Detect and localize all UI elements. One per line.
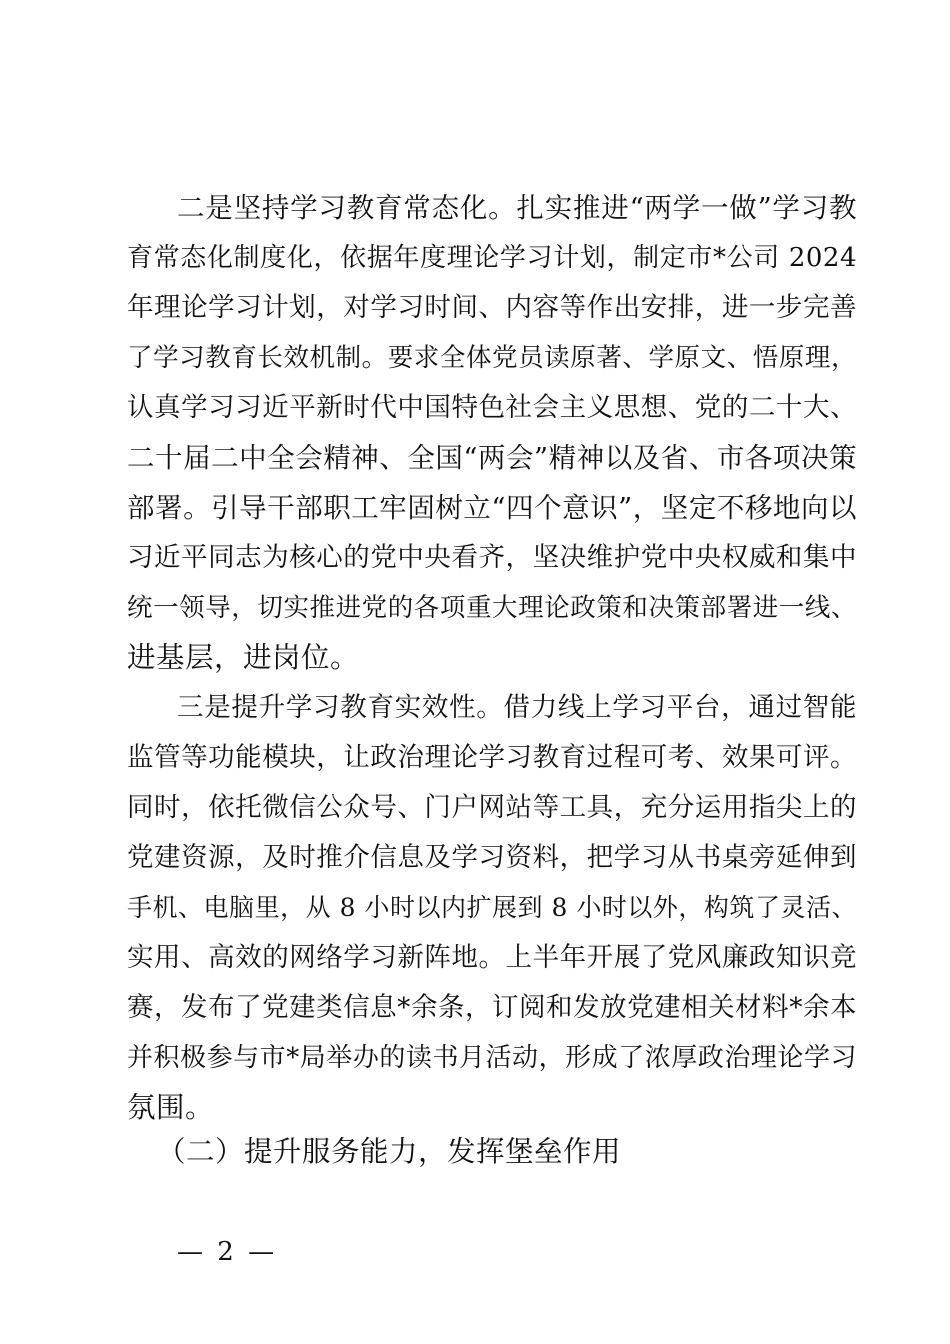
paragraph-2-line-7: 赛，发布了党建类信息*余条，订阅和发放党建相关材料*余本 (127, 992, 857, 1023)
page-number: — 2 — (177, 1237, 278, 1267)
paragraph-2-line-2: 监管等功能模块，让政治理论学习教育过程可考、效果可评。 (127, 742, 857, 773)
paragraph-1-line-6: 二十届二中全会精神、全国“两会”精神以及省、市各项决策 (127, 442, 857, 474)
paragraph-2-line-6: 实用、高效的网络学习新阵地。上半年开展了党风廉政知识竞 (127, 942, 857, 973)
paragraph-1-line-9: 统一领导，切实推进党的各项重大理论政策和决策部署进一线、 (127, 593, 857, 623)
paragraph-1-line-4: 了学习教育长效机制。要求全体党员读原著、学原文、悟原理， (127, 343, 857, 373)
paragraph-2-line-8: 并积极参与市*局举办的读书月活动，形成了浓厚政治理论学习 (127, 1043, 857, 1073)
paragraph-2-line-3: 同时，依托微信公众号、门户网站等工具，充分运用指尖上的 (127, 792, 857, 823)
paragraph-1-line-10: 进基层，进岗位。 (127, 641, 360, 674)
paragraph-1-line-5: 认真学习习近平新时代中国特色社会主义思想、党的二十大、 (127, 392, 857, 423)
paragraph-1-line-7: 部署。引导干部职工牢固树立“四个意识”，坚定不移地向以 (127, 492, 857, 524)
paragraph-2-line-1: 三是提升学习教育实效性。借力线上学习平台，通过智能 (177, 692, 857, 723)
paragraph-1-line-3: 年理论学习计划，对学习时间、内容等作出安排，进一步完善 (127, 292, 857, 323)
paragraph-1-line-2: 育常态化制度化，依据年度理论学习计划，制定市*公司 2024 (127, 243, 857, 273)
paragraph-1-line-8: 习近平同志为核心的党中央看齐，坚决维护党中央权威和集中 (127, 542, 857, 573)
paragraph-2-line-4: 党建资源，及时推介信息及学习资料，把学习从书桌旁延伸到 (127, 842, 857, 873)
section-heading: （二）提升服务能力，发挥堡垒作用 (157, 1135, 622, 1168)
paragraph-2-line-5: 手机、电脑里，从 8 小时以内扩展到 8 小时以外，构筑了灵活、 (127, 893, 857, 922)
paragraph-1-line-1: 二是坚持学习教育常态化。扎实推进“两学一做”学习教 (177, 192, 857, 224)
paragraph-2-line-9: 氛围。 (127, 1091, 215, 1124)
